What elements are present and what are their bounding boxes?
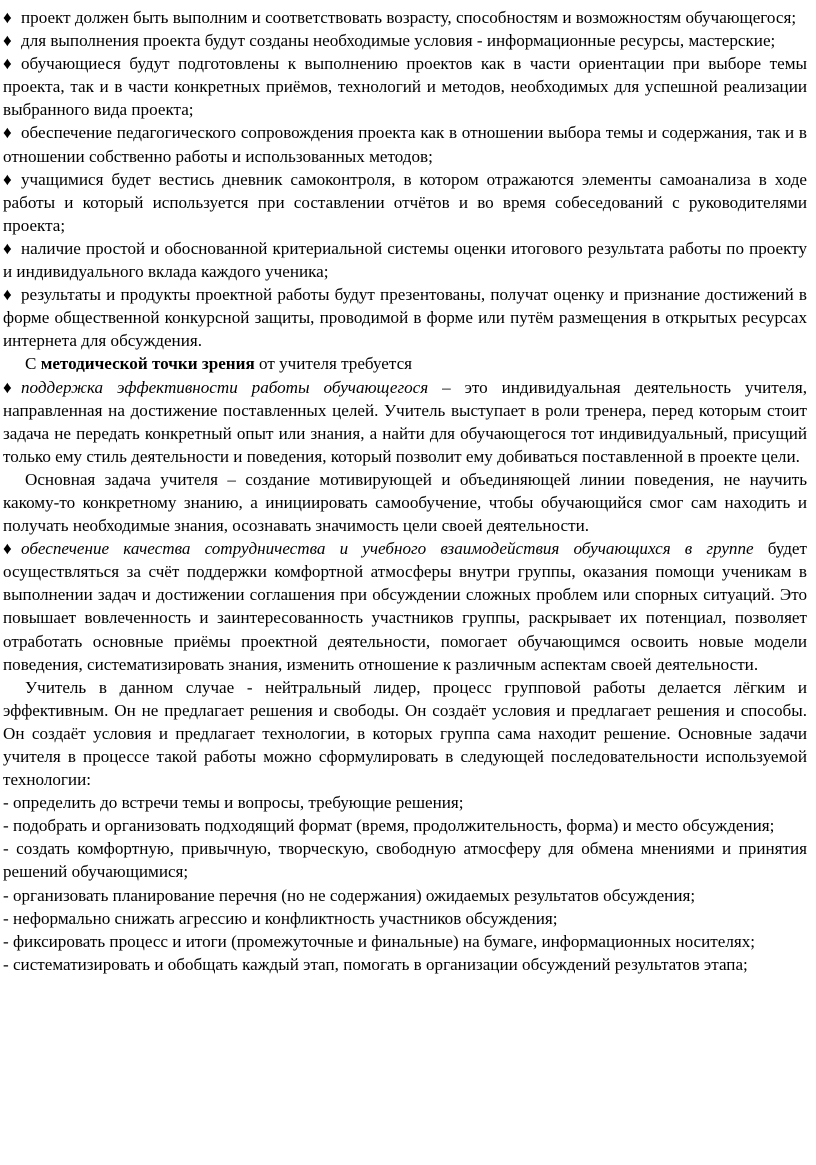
diamond-bullet-icon: ♦: [3, 31, 12, 51]
requirement-text: учащимися будет вестись дневник самоконтроля, в котором отражаются элементы самоанализа в ходе работы и который используется при составлении отчётов и во время собеседований с руководителями проекта;: [3, 169, 807, 235]
requirement-item: [3, 168, 807, 237]
requirement-text: для выполнения проекта будут созданы необходимые условия - информационные ресурсы, мастерские;: [21, 31, 776, 51]
cooperation-heading: обеспечение качества сотрудничества и учебного взаимодействия обучающихся в группе: [21, 539, 754, 559]
methodical-intro-prefix: С: [25, 354, 41, 374]
support-text: – это индивидуальная деятельность учителя, направленная на достижение поставленных целей. Учитель выступает в роли тренера, перед которым стоит задача не передать конкретный опыт или знания, а найти для обучающегося тот индивидуальный, присущий только ему стиль деятельности и поведения, который позволит ему добиваться поставленной в проекте цели.: [3, 377, 807, 466]
main-task-paragraph: Основная задача учителя – создание мотивирующей и объединяющей линии поведения, не научить какому-то конкретному знанию, а инициировать самообучение, чтобы обучающийся смог сам находить и получать необходимые знания, осознавать значимость цели своей деятельности.: [3, 469, 807, 536]
support-paragraph: [3, 376, 807, 468]
task-item: - подобрать и организовать подходящий формат (время, продолжительность, форма) и место обсуждения;: [3, 816, 775, 836]
requirement-text: обеспечение педагогического сопровождения проекта как в отношении выбора темы и содержания, так и в отношении собственно работы и использованных методов;: [3, 123, 807, 166]
requirement-item: [3, 283, 807, 352]
task-item: - систематизировать и обобщать каждый этап, помогать в организации обсуждений результатов этапа;: [3, 954, 748, 974]
diamond-bullet-icon: ♦: [3, 377, 12, 397]
methodical-intro-suffix: от учителя требуется: [254, 354, 413, 374]
requirement-item: [3, 237, 807, 283]
cooperation-paragraph: [3, 537, 807, 676]
requirement-text: результаты и продукты проектной работы будут презентованы, получат оценку и признание достижений в форме общественной конкурсной защиты, проводимой в форме или путём размещения в открытых ресурсах интернета для обсуждения.: [3, 285, 807, 351]
diamond-bullet-icon: ♦: [3, 169, 12, 189]
task-item: - неформально снижать агрессию и конфликтность участников обсуждения;: [3, 908, 558, 928]
requirement-text: обучающиеся будут подготовлены к выполнению проектов как в части ориентации при выборе темы проекта, так и в части конкретных приёмов, технологий и методов, необходимых для успешной реализации выбранного вида проекта;: [3, 54, 807, 120]
teacher-role-paragraph: Учитель в данном случае - нейтральный лидер, процесс групповой работы делается лёгким и эффективным. Он не предлагает решения и свободы. Он создаёт условия и предлагает решения и способы. Он создаёт условия и предлагает технологии, в которых группа сама находит решение. Основные задачи учителя в процессе такой работы можно сформулировать в следующей последовательности используемой технологии:: [3, 677, 807, 790]
methodical-intro: [3, 352, 807, 375]
requirement-item: [3, 121, 807, 167]
task-item: - создать комфортную, привычную, творческую, свободную атмосферу для обмена мнениями и принятия решений обучающимися;: [3, 839, 807, 882]
methodical-intro-bold: методической точки зрения: [40, 354, 255, 374]
diamond-bullet-icon: ♦: [3, 238, 12, 258]
cooperation-text: будет осуществляться за счёт поддержки комфортной атмосферы внутри группы, оказания помощи ученикам в выполнении задач и достижении соглашения при обсуждении сложных проблем или спорных ситуаций. Это повышает вовлеченность и заинтересованность участников группы, раскрывает их потенциал, позволяет отработать основные приёмы проектной деятельности, помогает обучающимся освоить новые модели поведения, систематизировать знания, изменить отношение к различным аспектам своей деятельности.: [3, 539, 807, 674]
diamond-bullet-icon: ♦: [3, 539, 12, 559]
diamond-bullet-icon: ♦: [3, 123, 12, 143]
requirement-item: [3, 29, 807, 52]
requirement-item: [3, 6, 807, 29]
task-item: - определить до встречи темы и вопросы, требующие решения;: [3, 793, 464, 813]
support-heading: поддержка эффективности работы обучающегося: [21, 377, 429, 397]
requirement-text: наличие простой и обоснованной критериальной системы оценки итогового результата работы по проекту и индивидуального вклада каждого ученика;: [3, 238, 807, 282]
task-item: - организовать планирование перечня (но не содержания) ожидаемых результатов обсуждения;: [3, 885, 696, 905]
diamond-bullet-icon: ♦: [3, 54, 12, 74]
diamond-bullet-icon: ♦: [3, 285, 12, 305]
diamond-bullet-icon: ♦: [3, 8, 12, 27]
task-item: - фиксировать процесс и итоги (промежуточные и финальные) на бумаге, информационных носителях;: [3, 931, 756, 951]
requirement-item: [3, 52, 807, 121]
requirement-text: проект должен быть выполним и соответствовать возрасту, способностям и возможностям обучающегося;: [21, 8, 797, 27]
